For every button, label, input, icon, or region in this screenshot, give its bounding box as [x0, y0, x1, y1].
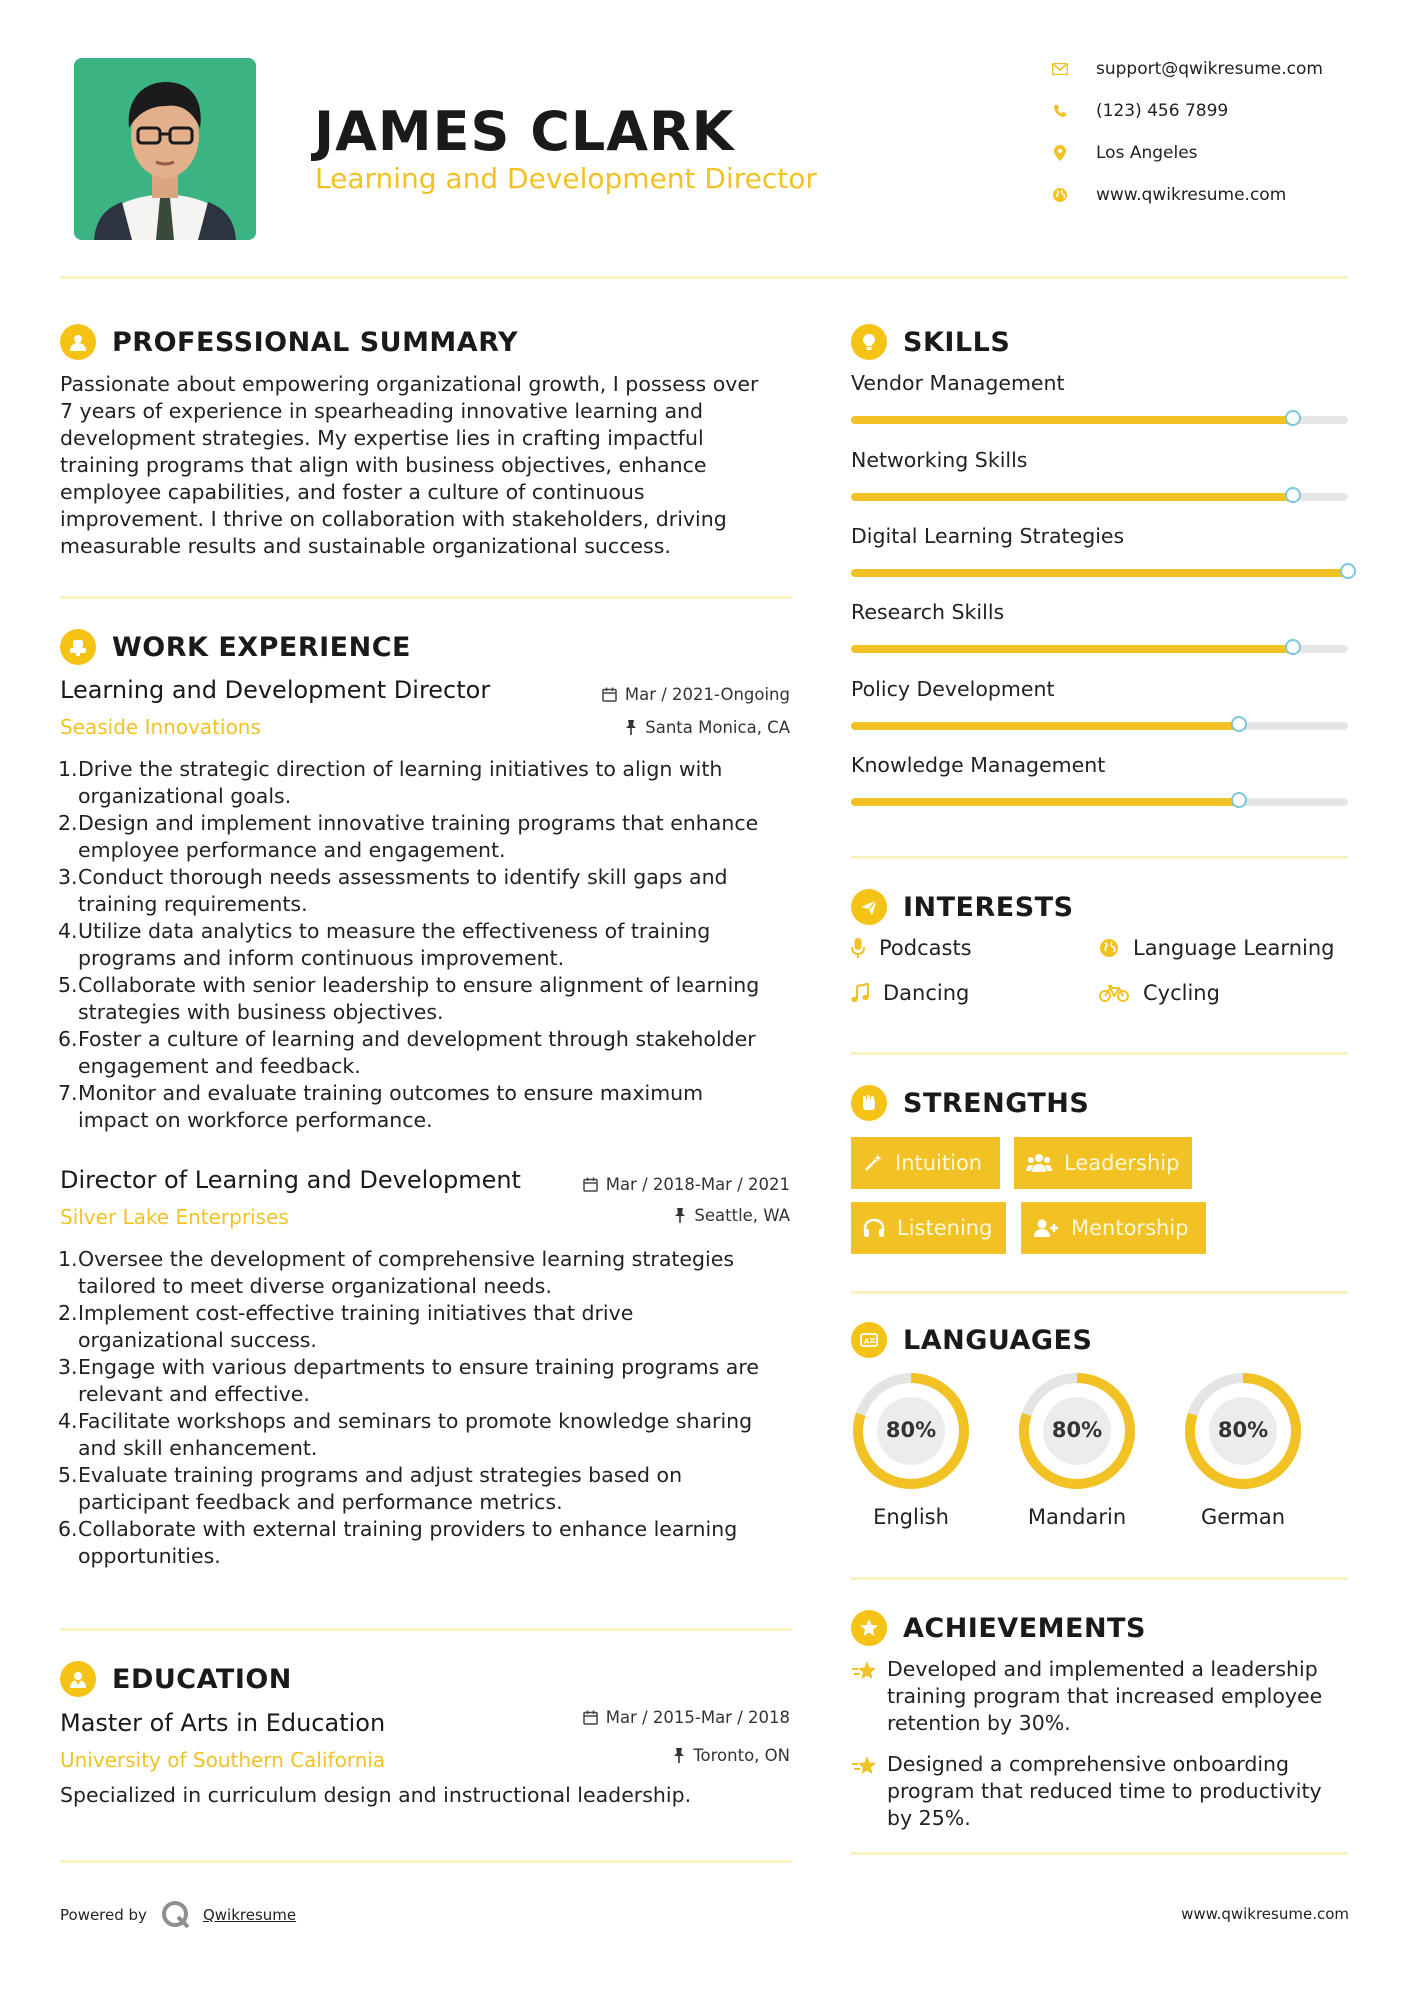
lightbulb-icon: [851, 324, 887, 360]
calendar-icon: [583, 1710, 598, 1725]
qwikresume-link[interactable]: Qwikresume: [202, 1906, 297, 1924]
skill-bar: [851, 645, 1348, 653]
skill-bar: [851, 722, 1348, 730]
star-badge-icon: [851, 1610, 887, 1646]
skill-label: Research Skills: [851, 600, 1005, 624]
skill-bar-knob[interactable]: [1340, 563, 1356, 579]
language-name-english: English: [873, 1505, 949, 1529]
language-icon: [851, 1322, 887, 1358]
contact-phone[interactable]: [1050, 99, 1228, 123]
skill-label: Vendor Management: [851, 371, 1065, 395]
summary-divider: [60, 596, 792, 599]
pushpin-icon: [673, 1748, 685, 1763]
list-item: 6. Collaborate with external training providers to enhance learning opportunities.: [58, 1517, 738, 1568]
globe-icon: [1099, 938, 1119, 958]
contact-email-text: support@qwikresume.com: [1096, 59, 1323, 79]
header-divider: [60, 276, 1348, 279]
skills-divider: [851, 856, 1348, 859]
powered-by-label: Powered by: [60, 1906, 147, 1924]
graduate-icon: [60, 1661, 96, 1697]
strengths-divider: [851, 1291, 1348, 1294]
experience-divider: [60, 1628, 792, 1631]
star-icon: [851, 1751, 887, 1832]
list-item: 5. Collaborate with senior leadership to ensure alignment of learning strategies with business objectives.: [58, 973, 760, 1024]
microphone-icon: [851, 937, 865, 959]
education-location: Toronto, ON: [673, 1746, 790, 1765]
achievements-divider: [851, 1852, 1348, 1855]
education-school: University of Southern California: [60, 1748, 386, 1772]
strength-chip-leadership: Leadership: [1014, 1137, 1192, 1189]
bicycle-icon: [1099, 984, 1129, 1002]
list-item: 7. Monitor and evaluate training outcomes to ensure maximum impact on workforce performance.: [58, 1081, 704, 1132]
strength-chip-mentorship: Mentorship: [1021, 1202, 1206, 1254]
interests-heading: INTERESTS: [851, 889, 1074, 925]
skill-bar-knob[interactable]: [1231, 792, 1247, 808]
job-1-location: Santa Monica, CA: [625, 718, 790, 737]
interest-cycling: Cycling: [1099, 981, 1220, 1005]
interests-divider: [851, 1052, 1348, 1055]
education-heading: EDUCATION: [60, 1661, 292, 1697]
job-1-dates: Mar / 2021-Ongoing: [602, 685, 790, 704]
list-item: 3. Conduct thorough needs assessments to identify skill gaps and training requirements.: [58, 865, 728, 916]
list-item: 5. Evaluate training programs and adjust strategies based on participant feedback and performance metrics.: [58, 1463, 683, 1514]
skills-heading: SKILLS: [851, 324, 1010, 360]
language-percent-mandarin: 80%: [1051, 1418, 1103, 1442]
interest-language-learning: Language Learning: [1099, 936, 1334, 960]
contact-phone-text: (123) 456 7899: [1096, 101, 1229, 121]
skill-bar: [851, 416, 1348, 424]
list-item: 4. Utilize data analytics to measure the effectiveness of training programs and inform continuous improvement.: [58, 919, 711, 970]
paper-plane-icon: [851, 889, 887, 925]
summary-heading: PROFESSIONAL SUMMARY: [60, 324, 518, 360]
list-item: 4. Facilitate workshops and seminars to promote knowledge sharing and skill enhancement.: [58, 1409, 753, 1460]
education-divider: [60, 1860, 792, 1863]
summary-text: Passionate about empowering organizational growth, I possess over 7 years of experience in spearheading innovative learning and development strategies. My expertise lies in crafting impactful training programs that align with business objectives, enhance employee capabilities, and foster a culture of continuous improvement. I thrive on collaboration with stakeholders, driving measurable results and sustainable organizational success.: [60, 372, 759, 558]
skill-bar: [851, 798, 1348, 806]
star-icon: [851, 1656, 887, 1737]
list-item: 2. Implement cost-effective training initiatives that drive organizational success.: [58, 1301, 634, 1352]
list-item: 2. Design and implement innovative training programs that enhance employee performance and engagement.: [58, 811, 759, 862]
pushpin-icon: [625, 720, 637, 735]
footer-site-link[interactable]: www.qwikresume.com: [1181, 1905, 1349, 1923]
skill-bar-fill: [851, 645, 1293, 653]
calendar-icon: [583, 1177, 598, 1192]
skill-bar-fill: [851, 722, 1239, 730]
job-2-dates: Mar / 2018-Mar / 2021: [583, 1175, 790, 1194]
interest-dancing: Dancing: [851, 981, 969, 1005]
contact-website[interactable]: [1050, 183, 1286, 207]
skill-bar-fill: [851, 493, 1293, 501]
job-2-company: Silver Lake Enterprises: [60, 1205, 289, 1229]
strengths-heading: STRENGTHS: [851, 1085, 1089, 1121]
list-item: 6. Foster a culture of learning and development through stakeholder engagement and feedback.: [58, 1027, 756, 1078]
education-degree: Master of Arts in Education: [60, 1709, 386, 1737]
contact-email[interactable]: [1050, 57, 1323, 81]
map-pin-icon: [1050, 143, 1070, 163]
skill-bar-fill: [851, 798, 1239, 806]
phone-icon: [1050, 101, 1070, 121]
briefcase-icon: [60, 629, 96, 665]
fist-icon: [851, 1085, 887, 1121]
language-name-german: German: [1200, 1505, 1286, 1529]
job-2-location: Seattle, WA: [674, 1206, 790, 1225]
skill-bar-knob[interactable]: [1285, 639, 1301, 655]
magic-wand-icon: [863, 1153, 883, 1173]
candidate-name: JAMES CLARK: [314, 100, 735, 163]
users-icon: [1026, 1153, 1052, 1173]
headphones-icon: [863, 1218, 885, 1238]
strength-chip-intuition: Intuition: [851, 1137, 1000, 1189]
skill-label: Knowledge Management: [851, 753, 1106, 777]
languages-heading: A LANGUAGES: [851, 1322, 1092, 1358]
language-percent-german: 80%: [1217, 1418, 1269, 1442]
skill-label: Policy Development: [851, 677, 1055, 701]
contact-location: [1050, 141, 1198, 165]
interest-podcasts: Podcasts: [851, 936, 972, 960]
footer-powered-by: [60, 1900, 296, 1930]
skill-bar: [851, 493, 1348, 501]
user-plus-icon: [1033, 1218, 1059, 1238]
skill-bar-fill: [851, 416, 1293, 424]
list-item: 1. Oversee the development of comprehensive learning strategies tailored to meet diverse organizational needs.: [58, 1247, 735, 1298]
envelope-icon: [1050, 59, 1070, 79]
skill-bar-knob[interactable]: [1231, 716, 1247, 732]
profile-photo: [74, 58, 256, 240]
skill-label: Networking Skills: [851, 448, 1028, 472]
skill-bar-knob[interactable]: [1285, 410, 1301, 426]
job-2-duties: [60, 1246, 800, 1570]
skill-bar-fill: [851, 569, 1348, 577]
pushpin-icon: [674, 1208, 686, 1223]
job-1-duties: [60, 756, 800, 1134]
education-dates: Mar / 2015-Mar / 2018: [583, 1708, 790, 1727]
job-1-title: Learning and Development Director: [60, 676, 491, 704]
list-item: 1. Drive the strategic direction of learning initiatives to align with organizational goals.: [58, 757, 723, 808]
skill-bar: [851, 569, 1348, 577]
contact-website-text: www.qwikresume.com: [1096, 185, 1287, 205]
achievement-item: Developed and implemented a leadership training program that increased employee retention by 30%.: [851, 1656, 1351, 1737]
language-percent-english: 80%: [885, 1418, 937, 1442]
achievements-heading: ACHIEVEMENTS: [851, 1610, 1146, 1646]
candidate-role: Learning and Development Director: [315, 162, 817, 195]
contact-location-text: Los Angeles: [1096, 143, 1198, 163]
globe-icon: [1050, 185, 1070, 205]
calendar-icon: [602, 687, 617, 702]
qwikresume-logo-icon: [161, 1900, 191, 1930]
job-2-title: Director of Learning and Development: [60, 1166, 521, 1194]
skill-label: Digital Learning Strategies: [851, 524, 1125, 548]
skill-bar-knob[interactable]: [1285, 487, 1301, 503]
language-name-mandarin: Mandarin: [1027, 1505, 1127, 1529]
languages-divider: [851, 1577, 1348, 1580]
list-item: 3. Engage with various departments to ensure training programs are relevant and effective.: [58, 1355, 759, 1406]
job-1-company: Seaside Innovations: [60, 715, 261, 739]
experience-heading: WORK EXPERIENCE: [60, 629, 411, 665]
svg-text:A: A: [864, 1337, 870, 1346]
education-description: Specialized in curriculum design and instructional leadership.: [60, 1783, 692, 1807]
strength-chip-listening: Listening: [851, 1202, 1006, 1254]
music-note-icon: [851, 983, 869, 1003]
achievement-item: Designed a comprehensive onboarding program that reduced time to productivity by 25%.: [851, 1751, 1351, 1832]
user-icon: [60, 324, 96, 360]
